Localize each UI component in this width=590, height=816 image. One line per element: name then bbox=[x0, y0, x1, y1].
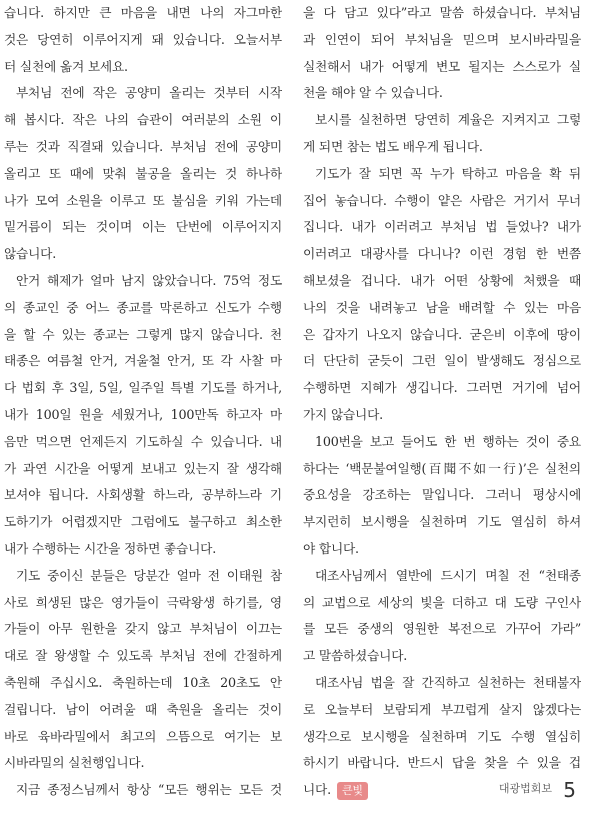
line-text: 중요성을 강조하는 말입니다. 그러니 평상시에 bbox=[303, 487, 581, 503]
line-text: 가 과연 시간을 어떻게 보내고 있는지 잘 생각해 bbox=[4, 460, 282, 476]
text-line bbox=[303, 563, 581, 590]
text-line bbox=[303, 456, 581, 483]
line-text: 해 봅시다. 작은 나의 습관이 여러분의 소원 이 bbox=[4, 112, 282, 128]
line-text: 대조사님께서 열반에 드시기 며칠 전 “천태종 bbox=[315, 567, 581, 583]
line-text: 나가 모여 소원을 이루고 또 불심을 키워 가는데 bbox=[4, 192, 282, 208]
line-text: 보셔야 됩니다. 사회생활 하느라, 공부하느라 기 bbox=[4, 487, 282, 503]
text-line bbox=[4, 563, 282, 590]
text-line bbox=[4, 134, 282, 161]
line-text: 지금 종정스님께서 항상 “모든 행위는 모든 것 bbox=[16, 782, 282, 798]
line-text: 을 할 수 있는 종교는 그렇게 많지 않습니다. 천 bbox=[4, 326, 282, 342]
line-text: 더 단단히 굳듯이 그런 일이 발생해도 정심으로 bbox=[303, 353, 581, 369]
text-line bbox=[303, 590, 581, 617]
text-line bbox=[4, 54, 282, 81]
line-text: 것은 당연히 이루어지게 돼 있습니다. 오늘서부 bbox=[4, 31, 282, 47]
text-line bbox=[4, 268, 282, 295]
text-line bbox=[303, 295, 581, 322]
text-line bbox=[4, 456, 282, 483]
line-text: 100번을 보고 들어도 한 번 행하는 것이 중요 bbox=[315, 433, 581, 449]
text-line bbox=[4, 27, 282, 54]
text-line bbox=[303, 0, 581, 27]
text-line bbox=[303, 322, 581, 349]
page-number: 5 bbox=[563, 778, 576, 802]
text-line bbox=[4, 536, 282, 563]
line-text: 기도가 잘 되면 꼭 누가 탁하고 마음을 확 뒤 bbox=[315, 165, 581, 181]
right-column bbox=[303, 0, 581, 804]
line-text: 고 말씀하셨습니다. bbox=[303, 648, 408, 664]
text-line bbox=[303, 161, 581, 188]
text-line bbox=[4, 375, 282, 402]
text-line bbox=[303, 188, 581, 215]
text-line bbox=[303, 214, 581, 241]
text-line bbox=[303, 536, 581, 563]
line-text: 대로 잘 왕생할 수 있도록 부처님 전에 간절하게 bbox=[4, 648, 282, 664]
text-line bbox=[4, 509, 282, 536]
line-text: 루는 것과 직결돼 있습니다. 부처님 전에 공양미 bbox=[4, 138, 282, 154]
text-line bbox=[4, 697, 282, 724]
text-line bbox=[4, 482, 282, 509]
line-text: 을 다 담고 있다”라고 말씀 하셨습니다. 부처님 bbox=[303, 5, 581, 20]
text-line bbox=[4, 348, 282, 375]
line-text: 로 오늘부터 보람되게 부끄럽게 살지 않겠다는 bbox=[303, 701, 581, 717]
text-line bbox=[4, 80, 282, 107]
line-text: 니다. bbox=[303, 782, 331, 798]
line-text: 생각으로 보시행을 실천하며 기도 수행 열심히 bbox=[303, 728, 581, 744]
line-text: 바로 육바라밀에서 최고의 으뜸으로 여기는 보 bbox=[4, 728, 282, 744]
left-column bbox=[4, 0, 282, 804]
text-line bbox=[4, 750, 282, 777]
line-text: 실천해서 내가 어떻게 변모 될지는 스스로가 실 bbox=[303, 58, 581, 74]
line-text: 야 합니다. bbox=[303, 540, 359, 556]
line-text: 내가 100일 원을 세웠거나, 100만독 하고자 마 bbox=[4, 406, 282, 422]
line-text: 내가 수행하는 시간을 정하면 좋습니다. bbox=[4, 540, 217, 556]
end-badge: 큰빛 bbox=[337, 782, 368, 800]
text-line bbox=[4, 188, 282, 215]
text-line bbox=[303, 670, 581, 697]
line-text: 올리고 또 때에 맞춰 불공을 올리는 것 하나하 bbox=[4, 165, 282, 181]
line-text: 해보셨을 겁니다. 내가 어떤 상황에 처했을 때 bbox=[303, 272, 581, 288]
text-line bbox=[4, 590, 282, 617]
line-text: 기도 중이신 분들은 당분간 얼마 전 이태원 참 bbox=[16, 567, 282, 583]
text-line bbox=[303, 27, 581, 54]
line-text: 가지 않습니다. bbox=[303, 406, 384, 422]
line-text: 수행하면 지혜가 생깁니다. 그러면 거기에 넘어 bbox=[303, 380, 581, 396]
text-line bbox=[4, 616, 282, 643]
line-text: 시바라밀의 실천행입니다. bbox=[4, 755, 145, 771]
text-line bbox=[303, 134, 581, 161]
line-text: 천을 해야 알 수 있습니다. bbox=[303, 85, 443, 101]
line-text: 게 되면 참는 법도 배우게 됩니다. bbox=[303, 138, 483, 154]
text-line bbox=[4, 161, 282, 188]
text-line bbox=[303, 402, 581, 429]
line-text: 하다는 ‘백문불여일행(百聞不如一行)’은 실천의 bbox=[303, 460, 581, 476]
line-text: 가들이 아무 원한을 갖지 않고 부처님이 이끄는 bbox=[4, 621, 282, 637]
line-text: 도하기가 어렵겠지만 그럼에도 불구하고 최소한 bbox=[4, 514, 282, 530]
line-text: 사로 희생된 많은 영가들이 극락왕생 하기를, 영 bbox=[4, 594, 282, 610]
text-line bbox=[4, 670, 282, 697]
line-text: 음만 먹으면 언제든지 기도하실 수 있습니다. 내 bbox=[4, 433, 282, 449]
text-line bbox=[303, 429, 581, 456]
text-line bbox=[4, 724, 282, 751]
text-line bbox=[4, 0, 282, 27]
text-line bbox=[303, 241, 581, 268]
line-text: 하시기 바랍니다. 반드시 답을 찾을 수 있을 겁 bbox=[303, 755, 581, 771]
text-line bbox=[303, 80, 581, 107]
text-line bbox=[4, 214, 282, 241]
text-line bbox=[303, 724, 581, 751]
line-text: 과 인연이 되어 부처님을 믿으며 보시바라밀을 bbox=[303, 31, 581, 47]
line-text: 밑거름이 되는 것이며 이는 단번에 이루어지지 bbox=[4, 219, 282, 235]
line-text: 은 갑자기 나오지 않습니다. 굳은비 이후에 땅이 bbox=[303, 326, 581, 342]
text-line bbox=[303, 643, 581, 670]
text-line bbox=[4, 402, 282, 429]
text-line bbox=[303, 482, 581, 509]
line-text: 집니다. 내가 이러려고 부처님 법 들었나? 내가 bbox=[303, 219, 581, 235]
line-text: 집어 놓습니다. 수행이 얕은 사람은 거기서 무너 bbox=[303, 192, 581, 208]
line-text: 의 종교인 중 어느 종교를 막론하고 신도가 수행 bbox=[4, 299, 282, 315]
text-line bbox=[303, 268, 581, 295]
footer-publication-label: 대광법회보 bbox=[498, 782, 552, 795]
text-line bbox=[4, 777, 282, 804]
line-text: 태종은 여름철 안거, 겨울철 안거, 또 각 사찰 마 bbox=[4, 353, 282, 369]
line-text: 의 교법으로 세상의 빛을 더하고 대 도량 구인사 bbox=[303, 594, 581, 610]
line-text: 습니다. 하지만 큰 마음을 내면 나의 자그마한 bbox=[4, 5, 282, 20]
line-text: 대조사님 법을 잘 간직하고 실천하는 천태불자 bbox=[315, 674, 581, 690]
text-line bbox=[303, 509, 581, 536]
line-text: 부지런히 보시행을 실천하며 기도 열심히 하셔 bbox=[303, 514, 581, 530]
line-text: 안거 해제가 얼마 남지 않았습니다. 75억 정도 bbox=[16, 272, 282, 288]
text-line bbox=[303, 348, 581, 375]
text-line bbox=[4, 295, 282, 322]
text-line bbox=[4, 322, 282, 349]
text-line bbox=[303, 750, 581, 777]
text-line bbox=[4, 241, 282, 268]
line-text: 를 모든 중생의 영원한 복전으로 가꾸어 가라” bbox=[303, 621, 581, 637]
text-line bbox=[303, 697, 581, 724]
line-text: 터 실천에 옮겨 보세요. bbox=[4, 58, 128, 74]
line-text: 나의 것을 내려놓고 남을 배려할 수 있는 마음 bbox=[303, 299, 581, 315]
text-line bbox=[4, 107, 282, 134]
line-text: 보시를 실천하면 당연히 계율은 지켜지고 그렇 bbox=[315, 112, 581, 128]
text-line bbox=[303, 54, 581, 81]
line-text: 축원해 주십시오. 축원하는데 10초 20초도 안 bbox=[4, 674, 282, 690]
line-text: 다 법회 후 3일, 5일, 일주일 특별 기도를 하거나, bbox=[4, 380, 282, 396]
text-line bbox=[303, 616, 581, 643]
text-line bbox=[303, 375, 581, 402]
line-text: 부처님 전에 작은 공양미 올리는 것부터 시작 bbox=[16, 85, 282, 101]
text-line bbox=[4, 429, 282, 456]
text-line bbox=[4, 643, 282, 670]
line-text: 이러려고 대광사를 다니나? 이런 경험 한 번쯤 bbox=[303, 246, 581, 262]
text-line bbox=[303, 107, 581, 134]
line-text: 않습니다. bbox=[4, 246, 57, 262]
line-text: 걸립니다. 남이 어려울 때 축원을 올리는 것이 bbox=[4, 701, 282, 717]
